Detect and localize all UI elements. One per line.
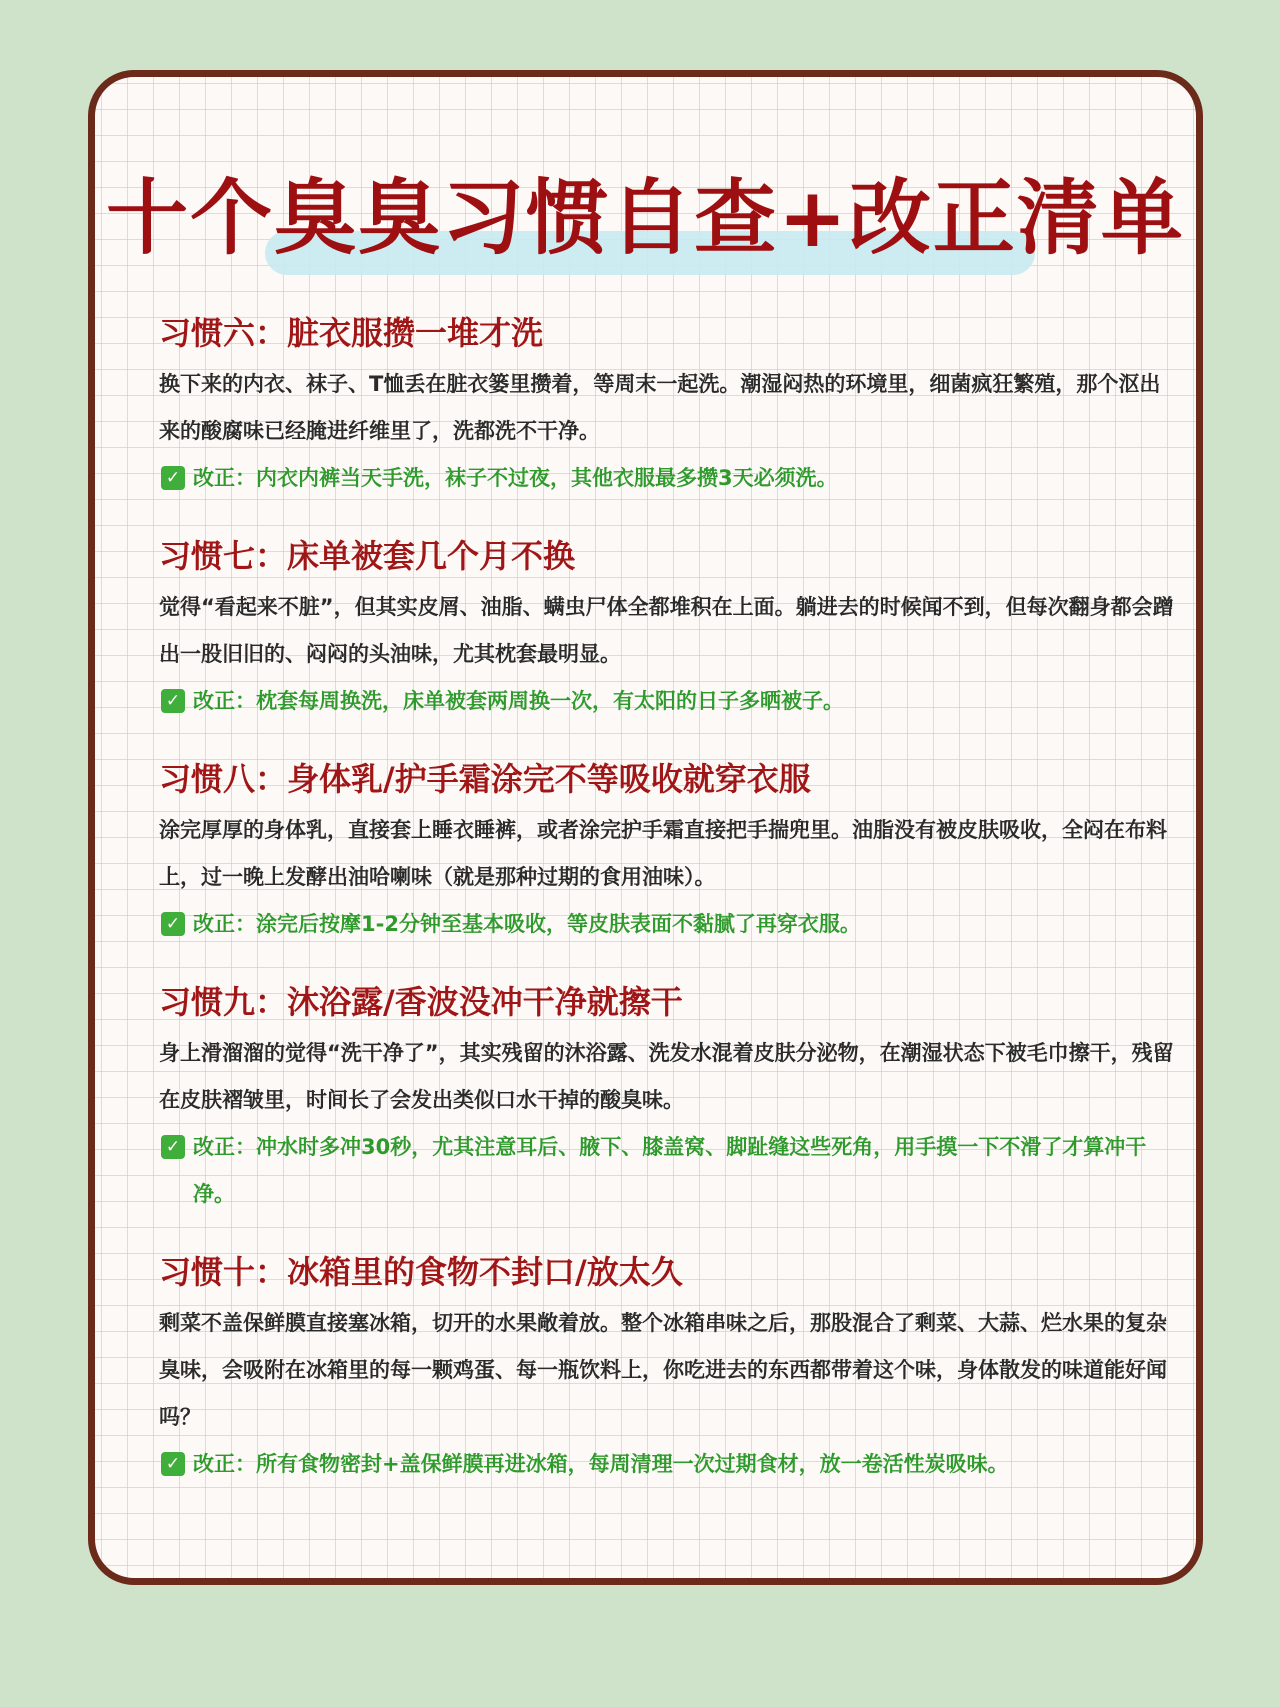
habit-title: 习惯六：脏衣服攒一堆才洗 — [159, 314, 544, 352]
habit-title: 习惯九：沐浴露/香波没冲干净就擦干 — [159, 983, 683, 1021]
habit-title: 习惯十：冰箱里的食物不封口/放太久 — [159, 1253, 683, 1291]
check-icon: ✓ — [161, 466, 185, 490]
habit-title: 习惯七：床单被套几个月不换 — [159, 537, 576, 575]
habit-description: 身上滑溜溜的觉得“洗干净了”，其实残留的沐浴露、洗发水混着皮肤分泌物，在潮湿状态下被毛巾擦干，残留在皮肤褶皱里，时间长了会发出类似口水干掉的酸臭味。 — [159, 1041, 1174, 1112]
check-icon: ✓ — [161, 912, 185, 936]
check-icon: ✓ — [161, 689, 185, 713]
habit-fix-text: 改正：冲水时多冲30秒，尤其注意耳后、腋下、膝盖窝、脚趾缝这些死角，用手摸一下不滑了才算冲干净。 — [193, 1135, 1147, 1206]
habit-description: 换下来的内衣、袜子、T恤丢在脏衣篓里攒着，等周末一起洗。潮湿闷热的环境里，细菌疯狂繁殖，那个沤出来的酸腐味已经腌进纤维里了，洗都洗不干净。 — [159, 372, 1161, 443]
habit-fix — [159, 901, 1179, 948]
habit-item-10 — [159, 1248, 1179, 1488]
habit-item-6 — [159, 309, 1179, 502]
habit-fix — [159, 1441, 1179, 1488]
habit-description: 觉得“看起来不脏”，但其实皮屑、油脂、螨虫尸体全都堆积在上面。躺进去的时候闻不到，但每次翻身都会蹭出一股旧旧的、闷闷的头油味，尤其枕套最明显。 — [159, 595, 1174, 666]
habit-list — [159, 309, 1179, 1518]
habit-description: 涂完厚厚的身体乳，直接套上睡衣睡裤，或者涂完护手霜直接把手揣兜里。油脂没有被皮肤吸收，全闷在布料上，过一晚上发酵出油哈喇味（就是那种过期的食用油味）。 — [159, 818, 1167, 889]
check-icon: ✓ — [161, 1452, 185, 1476]
page-title: 十个臭臭习惯自查+改正清单 — [106, 171, 1185, 266]
habit-item-7 — [159, 532, 1179, 725]
habit-item-9 — [159, 978, 1179, 1218]
habit-fix — [159, 678, 1179, 725]
habit-fix-text: 改正：枕套每周换洗，床单被套两周换一次，有太阳的日子多晒被子。 — [193, 689, 844, 713]
habit-fix-text: 改正：内衣内裤当天手洗，袜子不过夜，其他衣服最多攒3天必须洗。 — [193, 466, 838, 490]
habit-fix-text: 改正：涂完后按摩1-2分钟至基本吸收，等皮肤表面不黏腻了再穿衣服。 — [193, 912, 861, 936]
habit-title: 习惯八：身体乳/护手霜涂完不等吸收就穿衣服 — [159, 760, 811, 798]
check-icon: ✓ — [161, 1135, 185, 1159]
title-area — [95, 169, 1196, 289]
habit-fix — [159, 1124, 1179, 1218]
habit-description: 剩菜不盖保鲜膜直接塞冰箱，切开的水果敞着放。整个冰箱串味之后，那股混合了剩菜、大蒜、烂水果的复杂臭味，会吸附在冰箱里的每一颗鸡蛋、每一瓶饮料上，你吃进去的东西都带着这个味，身体散发的味道能好闻吗？ — [159, 1311, 1167, 1429]
habit-item-8 — [159, 755, 1179, 948]
habit-fix — [159, 455, 1179, 502]
habit-fix-text: 改正：所有食物密封+盖保鲜膜再进冰箱，每周清理一次过期食材，放一卷活性炭吸味。 — [193, 1452, 1009, 1476]
checklist-card — [88, 70, 1203, 1585]
